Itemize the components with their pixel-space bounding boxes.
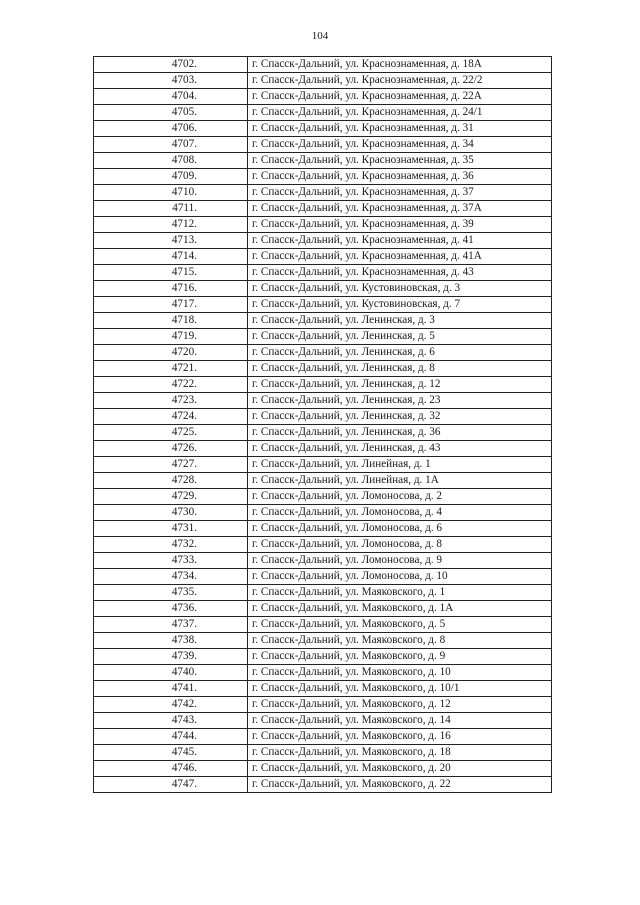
table-row xyxy=(94,137,552,153)
table-row xyxy=(94,553,552,569)
row-number-cell: 4723. xyxy=(94,393,248,409)
address-cell: г. Спасск-Дальний, ул. Краснознаменная, д. 41 xyxy=(248,233,552,249)
row-number-cell: 4716. xyxy=(94,281,248,297)
row-number-cell: 4733. xyxy=(94,553,248,569)
table-row xyxy=(94,329,552,345)
address-cell: г. Спасск-Дальний, ул. Ленинская, д. 43 xyxy=(248,441,552,457)
table-row xyxy=(94,89,552,105)
table-row xyxy=(94,761,552,777)
address-cell: г. Спасск-Дальний, ул. Краснознаменная, д. 31 xyxy=(248,121,552,137)
table-row xyxy=(94,233,552,249)
table-row xyxy=(94,57,552,73)
address-cell: г. Спасск-Дальний, ул. Маяковского, д. 1А xyxy=(248,601,552,617)
address-cell: г. Спасск-Дальний, ул. Маяковского, д. 14 xyxy=(248,713,552,729)
row-number-cell: 4725. xyxy=(94,425,248,441)
row-number-cell: 4702. xyxy=(94,57,248,73)
row-number-cell: 4744. xyxy=(94,729,248,745)
row-number-cell: 4737. xyxy=(94,617,248,633)
row-number-cell: 4714. xyxy=(94,249,248,265)
address-cell: г. Спасск-Дальний, ул. Краснознаменная, д. 37А xyxy=(248,201,552,217)
address-cell: г. Спасск-Дальний, ул. Маяковского, д. 20 xyxy=(248,761,552,777)
row-number-cell: 4705. xyxy=(94,105,248,121)
address-table-body xyxy=(94,57,552,793)
row-number-cell: 4718. xyxy=(94,313,248,329)
address-cell: г. Спасск-Дальний, ул. Краснознаменная, д. 36 xyxy=(248,169,552,185)
address-cell: г. Спасск-Дальний, ул. Маяковского, д. 9 xyxy=(248,649,552,665)
table-row xyxy=(94,425,552,441)
address-cell: г. Спасск-Дальний, ул. Маяковского, д. 16 xyxy=(248,729,552,745)
row-number-cell: 4710. xyxy=(94,185,248,201)
row-number-cell: 4712. xyxy=(94,217,248,233)
address-cell: г. Спасск-Дальний, ул. Кустовиновская, д. 7 xyxy=(248,297,552,313)
row-number-cell: 4720. xyxy=(94,345,248,361)
table-row xyxy=(94,489,552,505)
table-row xyxy=(94,345,552,361)
table-row xyxy=(94,649,552,665)
table-row xyxy=(94,681,552,697)
row-number-cell: 4745. xyxy=(94,745,248,761)
table-row xyxy=(94,473,552,489)
row-number-cell: 4736. xyxy=(94,601,248,617)
table-row xyxy=(94,297,552,313)
table-row xyxy=(94,457,552,473)
row-number-cell: 4719. xyxy=(94,329,248,345)
table-row xyxy=(94,521,552,537)
row-number-cell: 4713. xyxy=(94,233,248,249)
address-cell: г. Спасск-Дальний, ул. Краснознаменная, д. 39 xyxy=(248,217,552,233)
row-number-cell: 4708. xyxy=(94,153,248,169)
address-cell: г. Спасск-Дальний, ул. Ленинская, д. 23 xyxy=(248,393,552,409)
table-row xyxy=(94,745,552,761)
table-row xyxy=(94,153,552,169)
table-row xyxy=(94,169,552,185)
address-cell: г. Спасск-Дальний, ул. Краснознаменная, д. 24/1 xyxy=(248,105,552,121)
address-cell: г. Спасск-Дальний, ул. Ломоносова, д. 10 xyxy=(248,569,552,585)
address-cell: г. Спасск-Дальний, ул. Краснознаменная, д. 34 xyxy=(248,137,552,153)
row-number-cell: 4739. xyxy=(94,649,248,665)
table-row xyxy=(94,617,552,633)
row-number-cell: 4724. xyxy=(94,409,248,425)
table-row xyxy=(94,121,552,137)
row-number-cell: 4722. xyxy=(94,377,248,393)
row-number-cell: 4731. xyxy=(94,521,248,537)
table-row xyxy=(94,633,552,649)
address-cell: г. Спасск-Дальний, ул. Ленинская, д. 5 xyxy=(248,329,552,345)
row-number-cell: 4729. xyxy=(94,489,248,505)
table-row xyxy=(94,185,552,201)
address-cell: г. Спасск-Дальний, ул. Линейная, д. 1 xyxy=(248,457,552,473)
row-number-cell: 4717. xyxy=(94,297,248,313)
address-cell: г. Спасск-Дальний, ул. Краснознаменная, д. 37 xyxy=(248,185,552,201)
row-number-cell: 4706. xyxy=(94,121,248,137)
row-number-cell: 4730. xyxy=(94,505,248,521)
row-number-cell: 4703. xyxy=(94,73,248,89)
table-row xyxy=(94,505,552,521)
table-row xyxy=(94,601,552,617)
row-number-cell: 4747. xyxy=(94,777,248,793)
table-row xyxy=(94,265,552,281)
row-number-cell: 4727. xyxy=(94,457,248,473)
table-row xyxy=(94,537,552,553)
address-cell: г. Спасск-Дальний, ул. Ленинская, д. 12 xyxy=(248,377,552,393)
table-row xyxy=(94,729,552,745)
address-cell: г. Спасск-Дальний, ул. Краснознаменная, д. 22А xyxy=(248,89,552,105)
address-cell: г. Спасск-Дальний, ул. Ломоносова, д. 9 xyxy=(248,553,552,569)
address-cell: г. Спасск-Дальний, ул. Кустовиновская, д. 3 xyxy=(248,281,552,297)
table-row xyxy=(94,777,552,793)
row-number-cell: 4728. xyxy=(94,473,248,489)
address-cell: г. Спасск-Дальний, ул. Краснознаменная, д. 43 xyxy=(248,265,552,281)
table-row xyxy=(94,441,552,457)
address-cell: г. Спасск-Дальний, ул. Краснознаменная, д. 18А xyxy=(248,57,552,73)
row-number-cell: 4746. xyxy=(94,761,248,777)
address-cell: г. Спасск-Дальний, ул. Ленинская, д. 3 xyxy=(248,313,552,329)
table-row xyxy=(94,201,552,217)
row-number-cell: 4735. xyxy=(94,585,248,601)
table-row xyxy=(94,569,552,585)
address-cell: г. Спасск-Дальний, ул. Ленинская, д. 36 xyxy=(248,425,552,441)
address-cell: г. Спасск-Дальний, ул. Маяковского, д. 18 xyxy=(248,745,552,761)
address-cell: г. Спасск-Дальний, ул. Маяковского, д. 10/1 xyxy=(248,681,552,697)
address-cell: г. Спасск-Дальний, ул. Ломоносова, д. 4 xyxy=(248,505,552,521)
row-number-cell: 4704. xyxy=(94,89,248,105)
row-number-cell: 4711. xyxy=(94,201,248,217)
table-row xyxy=(94,665,552,681)
row-number-cell: 4743. xyxy=(94,713,248,729)
address-cell: г. Спасск-Дальний, ул. Краснознаменная, д. 35 xyxy=(248,153,552,169)
address-cell: г. Спасск-Дальний, ул. Ломоносова, д. 2 xyxy=(248,489,552,505)
address-cell: г. Спасск-Дальний, ул. Маяковского, д. 5 xyxy=(248,617,552,633)
page-number: 104 xyxy=(311,30,329,42)
table-row xyxy=(94,249,552,265)
table-row xyxy=(94,393,552,409)
address-cell: г. Спасск-Дальний, ул. Маяковского, д. 22 xyxy=(248,777,552,793)
table-row xyxy=(94,217,552,233)
row-number-cell: 4734. xyxy=(94,569,248,585)
row-number-cell: 4742. xyxy=(94,697,248,713)
row-number-cell: 4707. xyxy=(94,137,248,153)
table-row xyxy=(94,313,552,329)
table-row xyxy=(94,73,552,89)
address-table xyxy=(93,56,552,793)
row-number-cell: 4738. xyxy=(94,633,248,649)
address-cell: г. Спасск-Дальний, ул. Маяковского, д. 10 xyxy=(248,665,552,681)
row-number-cell: 4740. xyxy=(94,665,248,681)
address-cell: г. Спасск-Дальний, ул. Ленинская, д. 6 xyxy=(248,345,552,361)
address-cell: г. Спасск-Дальний, ул. Маяковского, д. 8 xyxy=(248,633,552,649)
address-cell: г. Спасск-Дальний, ул. Ломоносова, д. 6 xyxy=(248,521,552,537)
row-number-cell: 4709. xyxy=(94,169,248,185)
address-cell: г. Спасск-Дальний, ул. Маяковского, д. 12 xyxy=(248,697,552,713)
address-cell: г. Спасск-Дальний, ул. Ломоносова, д. 8 xyxy=(248,537,552,553)
address-cell: г. Спасск-Дальний, ул. Ленинская, д. 8 xyxy=(248,361,552,377)
address-cell: г. Спасск-Дальний, ул. Краснознаменная, д. 22/2 xyxy=(248,73,552,89)
table-row xyxy=(94,697,552,713)
row-number-cell: 4741. xyxy=(94,681,248,697)
table-row xyxy=(94,713,552,729)
address-cell: г. Спасск-Дальний, ул. Линейная, д. 1А xyxy=(248,473,552,489)
table-row xyxy=(94,585,552,601)
row-number-cell: 4715. xyxy=(94,265,248,281)
row-number-cell: 4732. xyxy=(94,537,248,553)
address-cell: г. Спасск-Дальний, ул. Ленинская, д. 32 xyxy=(248,409,552,425)
table-row xyxy=(94,281,552,297)
address-cell: г. Спасск-Дальний, ул. Краснознаменная, д. 41А xyxy=(248,249,552,265)
row-number-cell: 4721. xyxy=(94,361,248,377)
table-row xyxy=(94,377,552,393)
address-cell: г. Спасск-Дальний, ул. Маяковского, д. 1 xyxy=(248,585,552,601)
table-row xyxy=(94,105,552,121)
table-row xyxy=(94,409,552,425)
table-row xyxy=(94,361,552,377)
row-number-cell: 4726. xyxy=(94,441,248,457)
